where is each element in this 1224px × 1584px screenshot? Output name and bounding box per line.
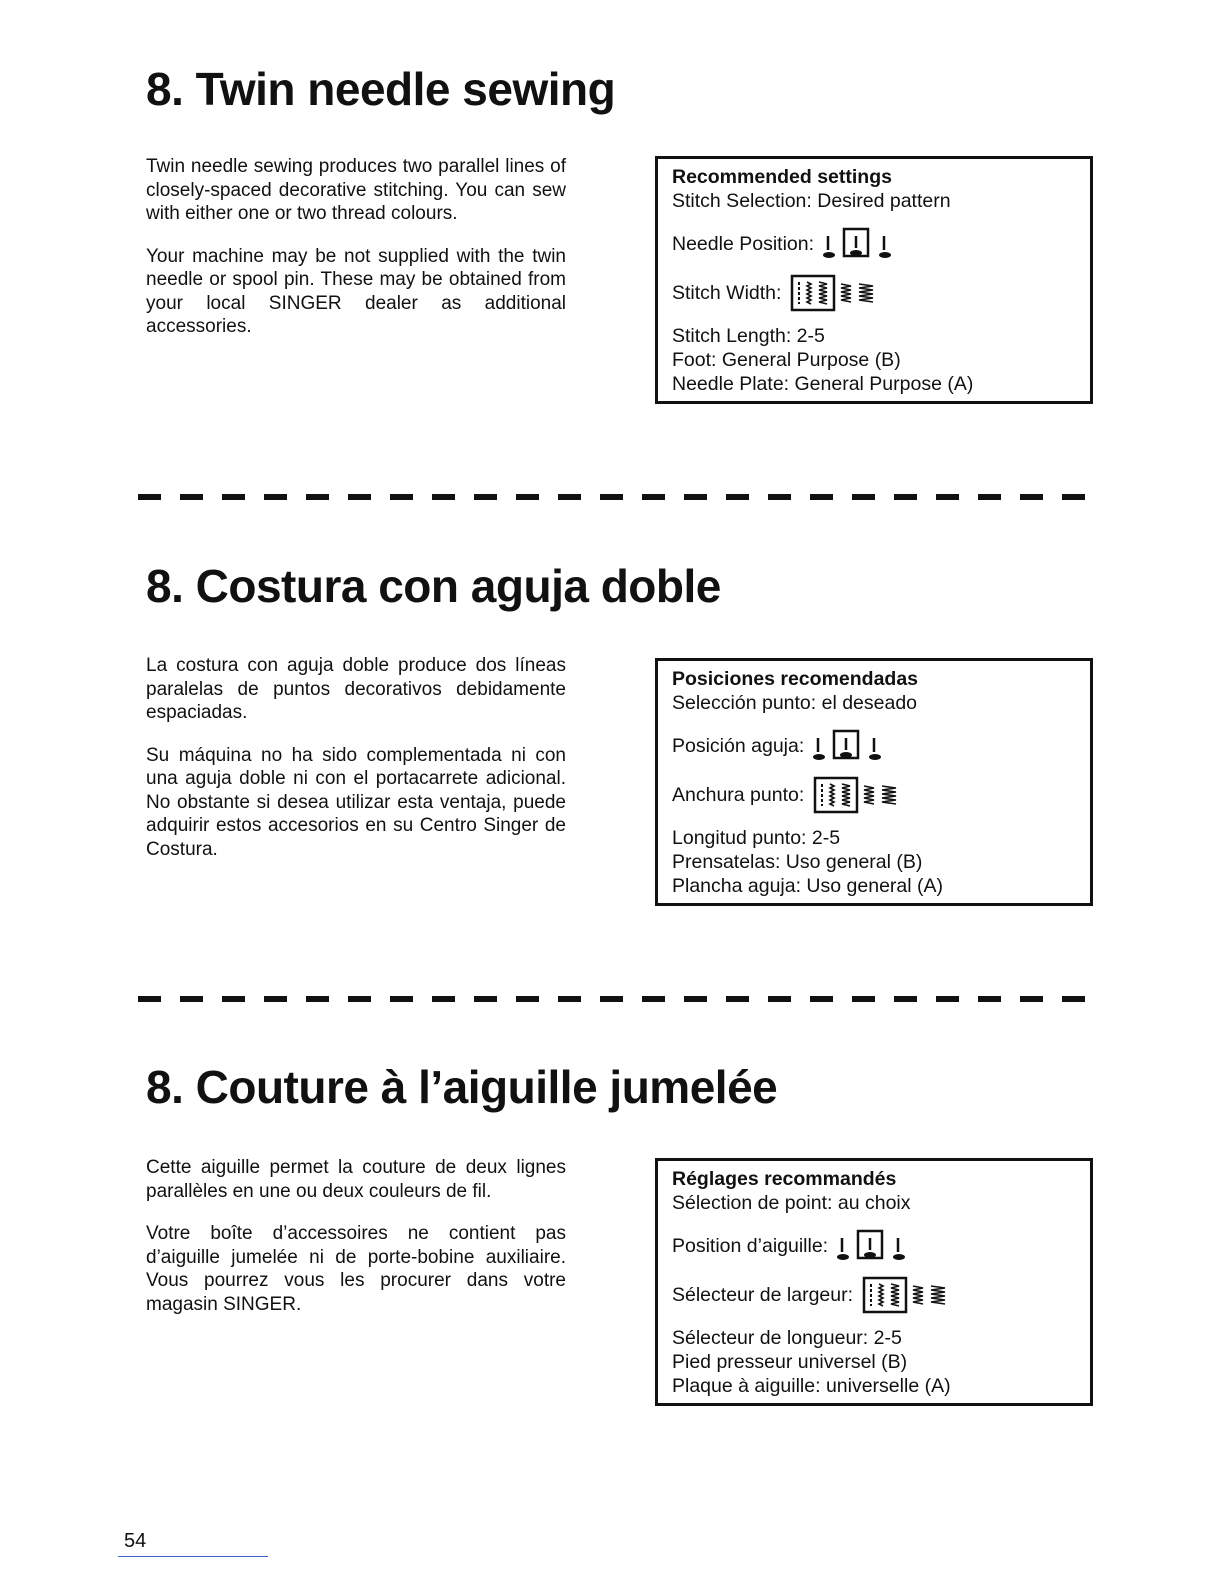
- description-paragraph: Cette aiguille permet la couture de deux lignes parallèles en une ou deux couleurs de fil.: [146, 1157, 566, 1202]
- stitch-width-label: Stitch Width:: [672, 282, 782, 304]
- needle-position-setting: [672, 1228, 1090, 1264]
- section-title: 8. Costura con aguja doble: [146, 560, 721, 612]
- description-column: [146, 1156, 566, 1335]
- needle-plate-setting: Plaque à aiguille: universelle (A): [672, 1375, 951, 1397]
- stitch-width-label: Anchura punto:: [672, 784, 805, 806]
- stitch-width-icon: [861, 1276, 957, 1314]
- description-paragraph: Twin needle sewing produces two parallel lines of closely-spaced decorative stitching. You can sew with either one or two thread colours.: [146, 156, 566, 224]
- section-divider: [138, 494, 1088, 500]
- stitch-selection-setting: Sélection de point: au choix: [672, 1192, 911, 1214]
- stitch-width-icon: [812, 776, 908, 814]
- description-paragraph: Su máquina no ha sido complementada ni con una aguja doble ni con el portacarrete adicional. No obstante si desea utilizar esta ventaja, puede adquirir estos accesorios en su Centro Singer de Costura.: [146, 744, 566, 860]
- foot-setting: Pied presseur universel (B): [672, 1351, 908, 1373]
- settings-box: [655, 1158, 1093, 1406]
- section-title: 8. Twin needle sewing: [146, 63, 616, 115]
- description-column: [146, 155, 566, 358]
- settings-box: [655, 156, 1093, 404]
- needle-position-setting: [672, 728, 1090, 764]
- stitch-width-setting: [672, 1277, 1090, 1313]
- description-column: [146, 654, 566, 880]
- needle-position-setting: [672, 226, 1090, 262]
- stitch-width-setting: [672, 275, 1090, 311]
- foot-setting: Foot: General Purpose (B): [672, 349, 901, 371]
- description-paragraph: Your machine may be not supplied with the twin needle or spool pin. These may be obtained from your local SINGER dealer as additional accessories.: [146, 245, 566, 337]
- settings-heading: Réglages recommandés: [672, 1168, 897, 1190]
- needle-position-icon: [836, 1228, 906, 1264]
- stitch-length-setting: Stitch Length: 2-5: [672, 325, 825, 347]
- stitch-selection-setting: Stitch Selection: Desired pattern: [672, 190, 951, 212]
- stitch-length-setting: Longitud punto: 2-5: [672, 827, 841, 849]
- needle-position-icon: [822, 226, 892, 262]
- foot-setting: Prensatelas: Uso general (B): [672, 851, 923, 873]
- needle-position-icon: [812, 728, 882, 764]
- settings-heading: Posiciones recomendadas: [672, 668, 919, 690]
- stitch-length-setting: Sélecteur de longueur: 2-5: [672, 1327, 902, 1349]
- settings-heading: Recommended settings: [672, 166, 892, 188]
- page-number: 54: [124, 1530, 147, 1552]
- stitch-selection-setting: Selección punto: el deseado: [672, 692, 918, 714]
- needle-position-label: Needle Position:: [672, 233, 815, 255]
- needle-plate-setting: Plancha aguja: Uso general (A): [672, 875, 943, 897]
- needle-position-label: Position d’aiguille:: [672, 1235, 829, 1257]
- description-paragraph: Votre boîte d’accessoires ne contient pas d’aiguille jumelée ni de porte-bobine auxiliaire. Vous pourrez vous les procurer dans votre magasin SINGER.: [146, 1223, 566, 1315]
- needle-plate-setting: Needle Plate: General Purpose (A): [672, 373, 974, 395]
- stitch-width-label: Sélecteur de largeur:: [672, 1284, 854, 1306]
- description-paragraph: La costura con aguja doble produce dos líneas paralelas de puntos decorativos debidamente espaciadas.: [146, 655, 566, 723]
- section-divider: [138, 996, 1088, 1002]
- footer-rule: [118, 1556, 268, 1557]
- stitch-width-setting: [672, 777, 1090, 813]
- stitch-width-icon: [789, 274, 885, 312]
- needle-position-label: Posición aguja:: [672, 735, 805, 757]
- settings-box: [655, 658, 1093, 906]
- section-title: 8. Couture à l’aiguille jumelée: [146, 1061, 778, 1113]
